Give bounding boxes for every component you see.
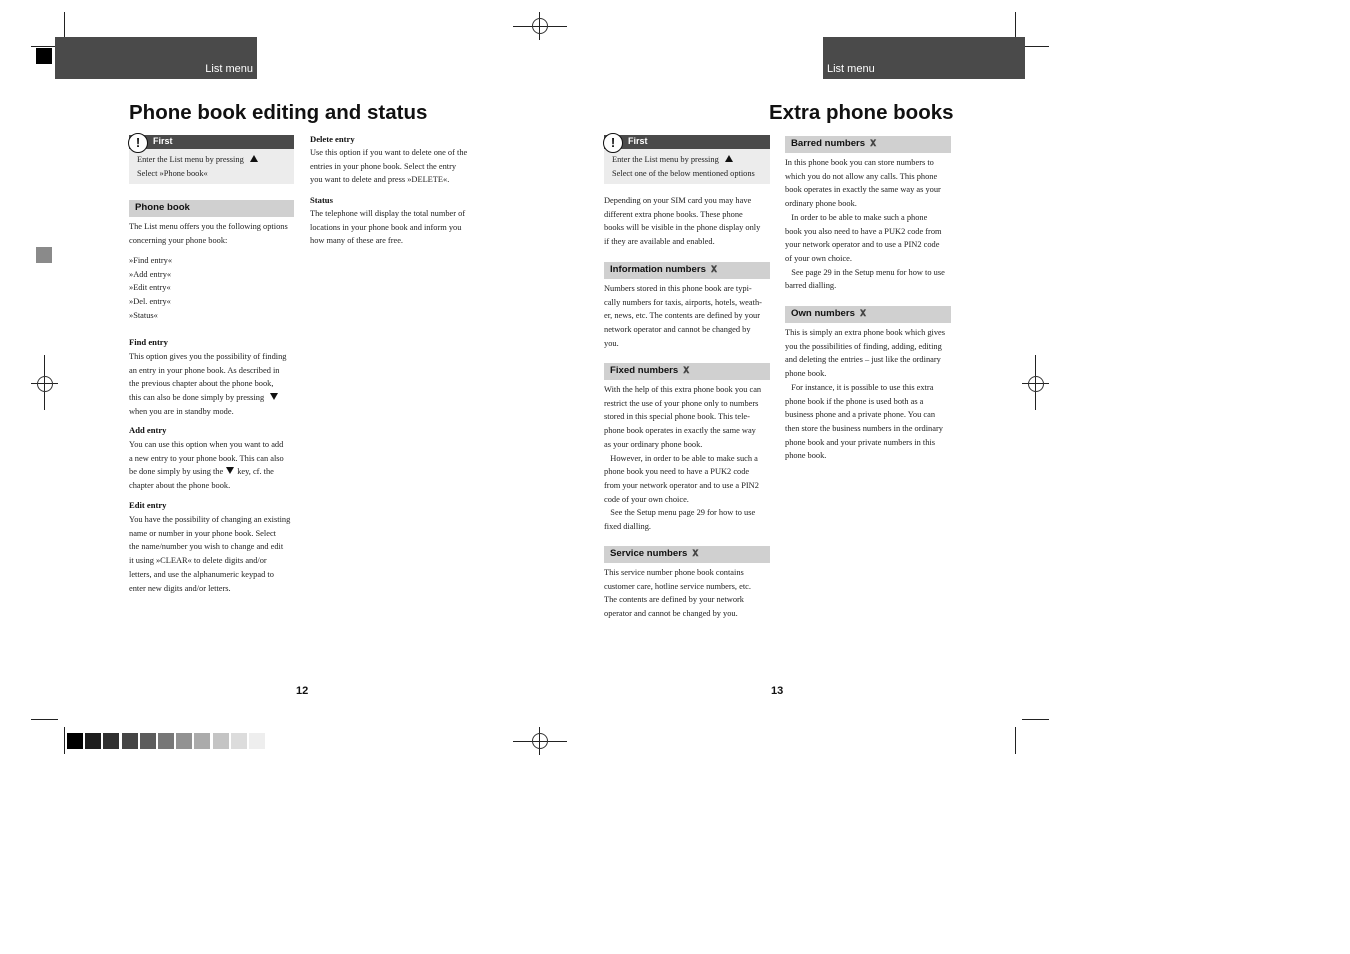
antenna-icon: 𝚾	[692, 548, 699, 558]
text-line: the name/number you wish to change and edit	[129, 542, 284, 552]
option-item: »Del. entry«	[129, 297, 171, 307]
text-line: as your ordinary phone book.	[604, 439, 703, 449]
right-page-number: 13	[771, 685, 784, 697]
text-line: an entry in your phone book. As described in	[129, 365, 280, 375]
service-numbers-text	[604, 566, 751, 621]
first-box-line: Enter the List menu by pressing	[137, 155, 258, 164]
exclamation-icon: !	[603, 133, 623, 153]
text-line: ordinary phone book.	[785, 199, 857, 209]
antenna-icon: 𝚾	[859, 308, 867, 318]
text-line: it using »CLEAR« to delete digits and/or	[129, 556, 267, 566]
calibration-swatch	[194, 733, 210, 749]
own-numbers-text	[785, 326, 945, 463]
text-line: your network operator and to use a PIN2 code	[785, 240, 940, 250]
extra-books-intro	[604, 194, 760, 249]
calibration-swatch	[122, 733, 138, 749]
text-line: The contents are defined by your network	[604, 595, 744, 605]
text-line: However, in order to be able to make such a	[604, 453, 758, 463]
edit-entry-title: Edit entry	[129, 500, 167, 510]
section-heading-label: Barred numbers 𝚾	[791, 138, 877, 149]
text-line: locations in your phone book and inform you	[310, 222, 462, 232]
triangle-down-icon	[226, 467, 234, 474]
text-line: cally numbers for taxis, airports, hotels, weath-	[604, 297, 762, 307]
text-line: concerning your phone book:	[129, 235, 228, 245]
text-line: In this phone book you can store numbers to	[785, 158, 934, 167]
option-item: »Find entry«	[129, 256, 173, 265]
first-box-header	[604, 135, 770, 149]
calibration-swatch	[67, 733, 83, 749]
text-line: See page 29 in the Setup menu for how to use	[785, 267, 945, 277]
barred-numbers-text	[785, 156, 945, 293]
text-line: code of your own choice.	[604, 494, 689, 504]
text-line: network operator and cannot be changed by	[604, 325, 751, 335]
text-line: phone book operates in exactly the same way	[604, 426, 756, 436]
text-line: different extra phone books. These phone	[604, 209, 743, 219]
text-line: entries in your phone book. Select the entry	[310, 161, 457, 171]
antenna-icon: 𝚾	[710, 264, 718, 274]
text-line: the previous chapter about the phone book,	[129, 379, 274, 389]
text-line: which you do not allow any calls. This phone	[785, 171, 938, 181]
phone-book-options	[129, 254, 172, 323]
information-numbers-text	[604, 282, 762, 351]
text-line: With the help of this extra phone book you can	[604, 385, 762, 394]
find-entry-text	[129, 350, 287, 419]
text-line: For instance, it is possible to use this extra	[785, 382, 934, 392]
first-box-header	[129, 135, 294, 149]
text-line: The List menu offers you the following options	[129, 222, 288, 231]
first-box-label: First	[153, 136, 173, 146]
section-heading-barred-numbers	[785, 136, 951, 153]
right-header-label: List menu	[827, 63, 875, 75]
left-first-box	[129, 135, 294, 184]
section-heading-fixed-numbers	[604, 363, 770, 380]
text-line: then store the business numbers in the ordinary	[785, 423, 943, 433]
option-item: »Add entry«	[129, 269, 172, 279]
calibration-swatch	[231, 733, 247, 749]
text-line: The telephone will display the total number of	[310, 209, 466, 218]
triangle-up-icon	[250, 155, 258, 162]
first-box-line: Select one of the below mentioned options	[612, 169, 755, 178]
right-page-title: Extra phone books	[769, 101, 954, 124]
triangle-up-icon	[725, 155, 733, 162]
text-line: book you also need to have a PUK2 code from	[785, 226, 942, 236]
calibration-swatch	[158, 733, 174, 749]
text-line: how many of these are free.	[310, 236, 404, 246]
text-line: Depending on your SIM card you may have	[604, 196, 752, 205]
text-line: barred dialling.	[785, 281, 837, 291]
left-header-bar	[55, 37, 257, 79]
calibration-swatch	[103, 733, 119, 749]
section-heading-service-numbers	[604, 546, 770, 563]
first-box-line: Enter the List menu by pressing	[612, 155, 733, 164]
calibration-swatch	[140, 733, 156, 749]
text-line: phone book.	[785, 451, 827, 461]
text-line: fixed dialling.	[604, 522, 651, 532]
first-box-label: First	[628, 136, 648, 146]
text-line: letters, and use the alphanumeric keypad to	[129, 569, 274, 579]
text-line: See the Setup menu page 29 for how to use	[604, 508, 756, 518]
text-line: this can also be done simply by pressing	[129, 391, 287, 405]
calibration-swatch	[213, 733, 229, 749]
text-line: phone book.	[785, 369, 827, 379]
text-line: enter new digits and/or letters.	[129, 583, 231, 593]
text-line: and deleting the entries – just like the ordinary	[785, 355, 941, 365]
text-line: you want to delete and press »DELETE«.	[310, 175, 450, 185]
add-entry-text	[129, 438, 284, 493]
text-line: This is simply an extra phone book which gives	[785, 328, 946, 337]
text-line: phone book and your private numbers in this	[785, 437, 936, 447]
text-line: if they are available and enabled.	[604, 237, 715, 247]
text-line: you the possibilities of finding, adding, editing	[785, 341, 942, 351]
left-header-label: List menu	[205, 63, 253, 75]
text-line: a new entry to your phone book. This can also	[129, 453, 284, 463]
edit-entry-text	[129, 513, 290, 595]
antenna-icon: 𝚾	[870, 138, 877, 148]
text-line: when you are in standby mode.	[129, 406, 234, 416]
side-gray-square	[36, 247, 52, 263]
find-entry-title: Find entry	[129, 337, 168, 347]
text-line: You can use this option when you want to add	[129, 440, 284, 449]
calibration-swatch	[176, 733, 192, 749]
text-line: You have the possibility of changing an existing	[129, 515, 291, 524]
section-heading-label: Information numbers 𝚾	[610, 264, 718, 275]
text-line: Use this option if you want to delete one of the	[310, 148, 468, 157]
add-entry-title: Add entry	[129, 425, 167, 435]
delete-entry-text	[310, 146, 467, 187]
right-header-bar	[823, 37, 1025, 79]
right-first-box	[604, 135, 770, 184]
text-line: you.	[604, 338, 619, 348]
section-heading-label: Phone book	[135, 202, 190, 213]
left-page-title: Phone book editing and status	[129, 101, 428, 124]
antenna-icon: 𝚾	[683, 365, 690, 375]
status-title: Status	[310, 195, 333, 205]
text-line: er, news, etc. The contents are defined by your	[604, 311, 761, 321]
text-line: phone book if the phone is used both as a	[785, 396, 924, 406]
text-line: Numbers stored in this phone book are typi-	[604, 284, 752, 293]
calibration-swatch	[249, 733, 265, 749]
text-line: chapter about the phone book.	[129, 481, 231, 491]
text-line: from your network operator and to use a PIN2	[604, 480, 759, 490]
section-heading-information-numbers	[604, 262, 770, 279]
exclamation-icon: !	[128, 133, 148, 153]
text-line: of your own choice.	[785, 253, 852, 263]
section-heading-phone-book	[129, 200, 294, 217]
section-heading-label: Service numbers 𝚾	[610, 548, 699, 559]
triangle-down-icon	[270, 393, 278, 400]
text-line: book operates in exactly the same way as your	[785, 185, 941, 195]
section-heading-own-numbers	[785, 306, 951, 323]
text-line: books will be visible in the phone display only	[604, 223, 761, 233]
text-line: customer care, hotline service numbers, etc.	[604, 581, 751, 591]
text-line: In order to be able to make such a phone	[785, 212, 928, 222]
phone-book-intro	[129, 220, 288, 247]
fixed-numbers-text	[604, 383, 761, 534]
text-line: This service number phone book contains	[604, 568, 744, 577]
option-item: »Edit entry«	[129, 283, 171, 293]
status-text	[310, 207, 465, 248]
text-line: be done simply by using the key, cf. the	[129, 467, 274, 477]
corner-black-square	[36, 48, 52, 64]
calibration-swatch	[85, 733, 101, 749]
option-item: »Status«	[129, 310, 158, 320]
text-line: phone book you need to have a PUK2 code	[604, 467, 750, 477]
text-line: business phone and a private phone. You can	[785, 410, 936, 420]
text-line: name or number in your phone book. Select	[129, 528, 276, 538]
section-heading-label: Fixed numbers 𝚾	[610, 365, 690, 376]
left-page-number: 12	[296, 685, 309, 697]
delete-entry-title: Delete entry	[310, 134, 355, 144]
first-box-line: Select »Phone book«	[137, 169, 208, 178]
text-line: stored in this special phone book. This tele-	[604, 412, 750, 422]
text-line: This option gives you the possibility of finding	[129, 352, 287, 361]
text-line: operator and cannot be changed by you.	[604, 609, 738, 619]
section-heading-label: Own numbers 𝚾	[791, 308, 867, 319]
text-line: restrict the use of your phone only to numbers	[604, 398, 759, 408]
